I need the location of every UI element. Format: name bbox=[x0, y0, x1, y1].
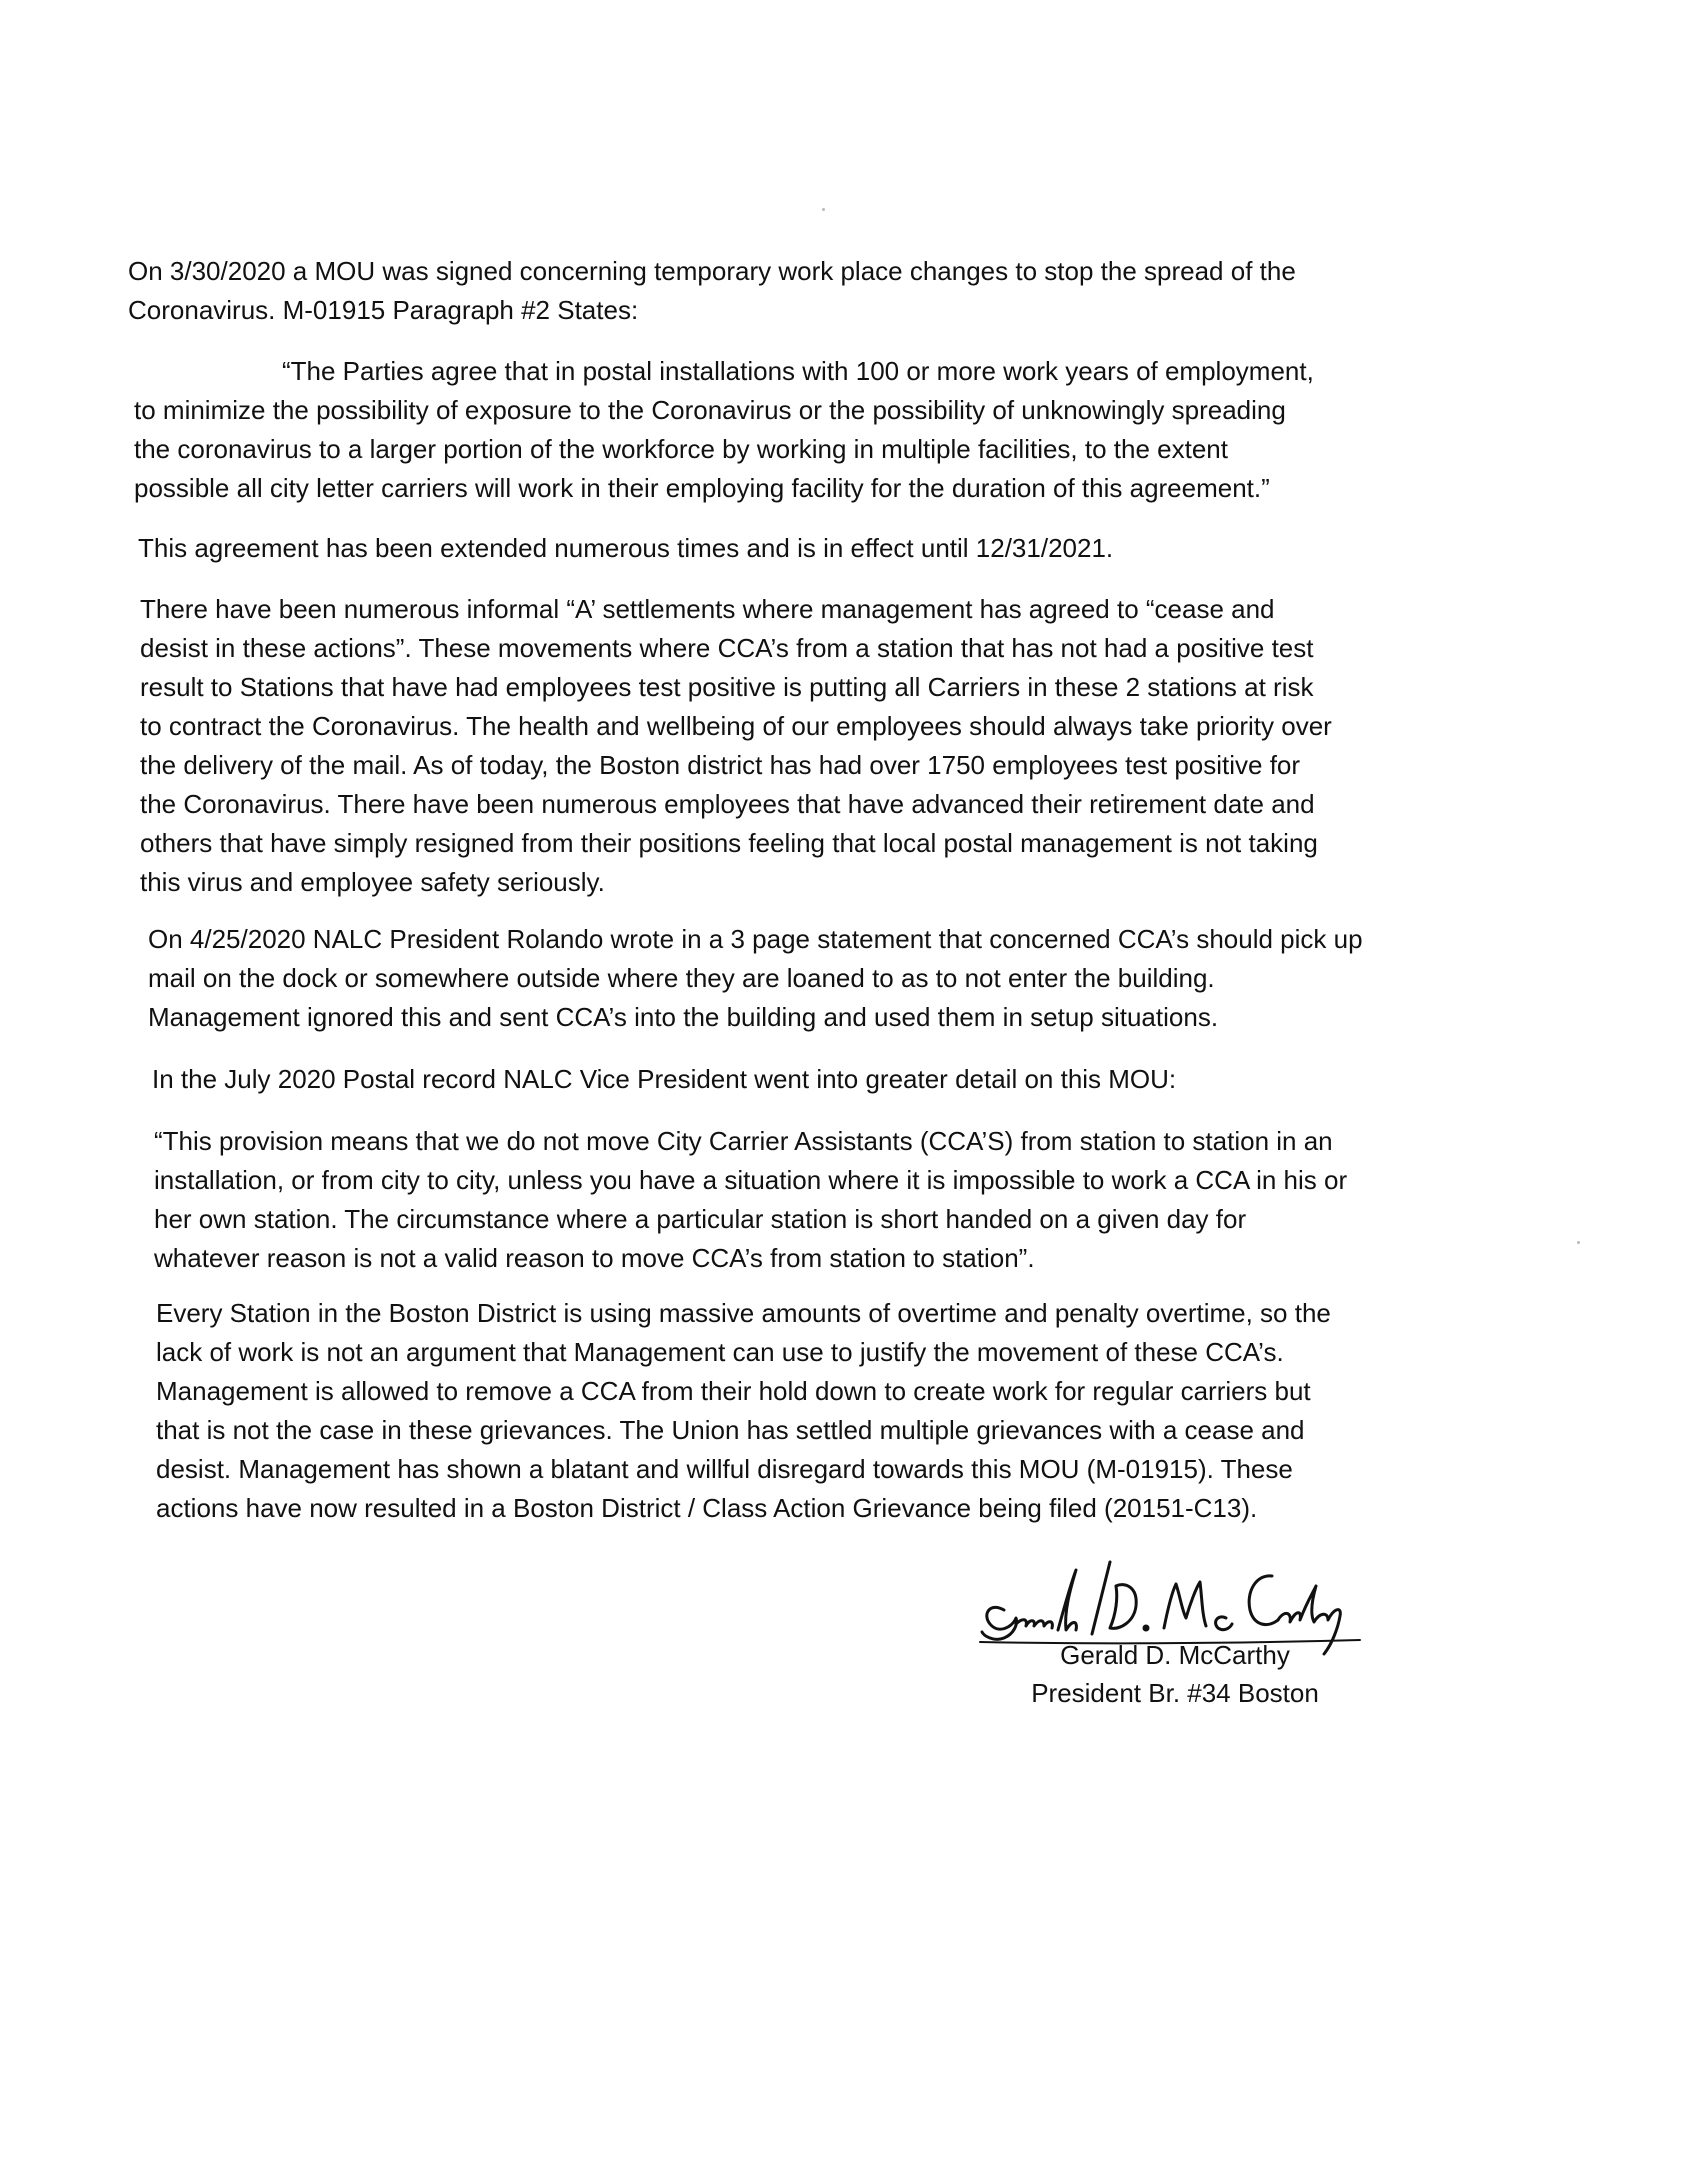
scan-speck bbox=[1577, 1241, 1580, 1244]
text-line: actions have now resulted in a Boston District / Class Action Grievance being filed (20151-C13). bbox=[156, 1493, 1258, 1523]
text-line: Management ignored this and sent CCA’s into the building and used them in setup situations. bbox=[148, 1002, 1219, 1032]
text-line: On 4/25/2020 NALC President Rolando wrote in a 3 page statement that concerned CCA’s should pick up bbox=[148, 924, 1363, 954]
text-line: the coronavirus to a larger portion of the workforce by working in multiple facilities, to the extent bbox=[134, 434, 1228, 464]
text-line: installation, or from city to city, unless you have a situation where it is impossible to work a CCA in his or bbox=[154, 1165, 1348, 1195]
extension-paragraph bbox=[138, 529, 1113, 568]
text-line: possible all city letter carriers will work in their employing facility for the duration of this agreement.” bbox=[134, 473, 1270, 503]
text-line: There have been numerous informal “A’ settlements where management has agreed to “cease and bbox=[140, 594, 1275, 624]
text-line: the delivery of the mail. As of today, the Boston district has had over 1750 employees test positive for bbox=[140, 750, 1301, 780]
text-line: to minimize the possibility of exposure to the Coronavirus or the possibility of unknowingly spreading bbox=[134, 395, 1286, 425]
overtime-paragraph bbox=[156, 1294, 1331, 1528]
text-line: others that have simply resigned from their positions feeling that local postal management is not taking bbox=[140, 828, 1318, 858]
text-line: to contract the Coronavirus. The health and wellbeing of our employees should always take priority over bbox=[140, 711, 1332, 741]
text-line: whatever reason is not a valid reason to move CCA’s from station to station”. bbox=[154, 1243, 1035, 1273]
text-line: mail on the dock or somewhere outside where they are loaned to as to not enter the building. bbox=[148, 963, 1215, 993]
text-line: Management is allowed to remove a CCA from their hold down to create work for regular carriers but bbox=[156, 1376, 1311, 1406]
text-line: desist in these actions”. These movements where CCA’s from a station that has not had a positive test bbox=[140, 633, 1314, 663]
text-line: This agreement has been extended numerous times and is in effect until 12/31/2021. bbox=[138, 533, 1114, 563]
text-line: On 3/30/2020 a MOU was signed concerning temporary work place changes to stop the spread of the bbox=[128, 256, 1296, 286]
signer-title: President Br. #34 Boston bbox=[1031, 1678, 1319, 1708]
vice-president-quote-paragraph bbox=[154, 1122, 1347, 1278]
signer-name: Gerald D. McCarthy bbox=[1060, 1640, 1290, 1670]
text-line: In the July 2020 Postal record NALC Vice President went into greater detail on this MOU: bbox=[152, 1064, 1177, 1094]
july-record-paragraph bbox=[152, 1060, 1176, 1099]
text-line: that is not the case in these grievances. The Union has settled multiple grievances with a cease and bbox=[156, 1415, 1305, 1445]
text-line: this virus and employee safety seriously. bbox=[140, 867, 605, 897]
text-line: the Coronavirus. There have been numerous employees that have advanced their retirement date and bbox=[140, 789, 1315, 819]
text-line: desist. Management has shown a blatant and willful disregard towards this MOU (M-01915). These bbox=[156, 1454, 1293, 1484]
mou-quote-paragraph bbox=[134, 352, 1314, 508]
text-line: lack of work is not an argument that Management can use to justify the movement of these CCA’s. bbox=[156, 1337, 1284, 1367]
text-line: her own station. The circumstance where a particular station is short handed on a given day for bbox=[154, 1204, 1247, 1234]
text-line: “The Parties agree that in postal installations with 100 or more work years of employment, bbox=[282, 356, 1314, 386]
intro-paragraph bbox=[128, 252, 1296, 330]
text-line: Every Station in the Boston District is using massive amounts of overtime and penalty overtime, so the bbox=[156, 1298, 1331, 1328]
text-line: Coronavirus. M-01915 Paragraph #2 States: bbox=[128, 295, 639, 325]
text-line: “This provision means that we do not move City Carrier Assistants (CCA’S) from station to station in an bbox=[154, 1126, 1333, 1156]
text-line: result to Stations that have had employees test positive is putting all Carriers in these 2 stations at risk bbox=[140, 672, 1314, 702]
rolando-paragraph bbox=[148, 920, 1363, 1037]
settlements-paragraph bbox=[140, 590, 1332, 902]
scan-speck bbox=[822, 208, 825, 211]
